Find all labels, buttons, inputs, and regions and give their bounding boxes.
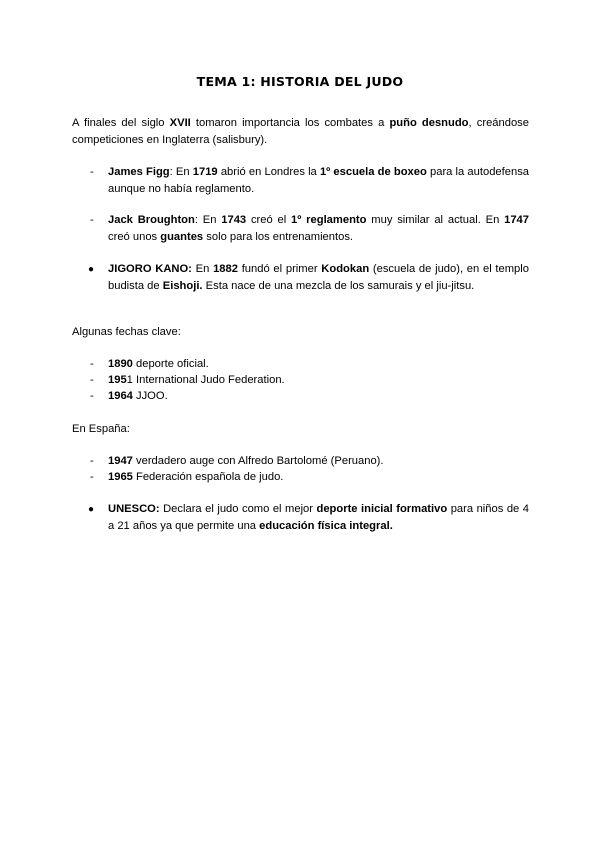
list-item bbox=[108, 388, 529, 405]
kano-text-1: En bbox=[191, 263, 214, 275]
list-item-text: JJOO. bbox=[132, 390, 168, 402]
list-item-year: 1890 bbox=[108, 358, 133, 370]
kano-eishoji: Eishoji. bbox=[162, 279, 203, 292]
dash-marker: - bbox=[90, 471, 94, 483]
figg-paragraph bbox=[108, 164, 529, 197]
intro-text-1: A finales del siglo bbox=[72, 117, 170, 129]
espana-heading: En España: bbox=[72, 423, 130, 435]
kano-text-3: (escuela de judo), en el templo budista de bbox=[108, 263, 529, 292]
kano-year: 1882 bbox=[213, 263, 238, 275]
figg-school: 1º escuela de boxeo bbox=[319, 166, 427, 178]
dash-marker: - bbox=[90, 214, 94, 226]
broughton-gloves: guantes bbox=[160, 230, 204, 243]
intro-text-2: tomaron importancia los combates a bbox=[190, 117, 390, 129]
list-item bbox=[108, 356, 529, 373]
list-item bbox=[108, 469, 529, 486]
fechas-heading: Algunas fechas clave: bbox=[72, 326, 181, 338]
dash-marker: - bbox=[90, 358, 94, 370]
unesco-paragraph bbox=[108, 501, 529, 534]
page-title: TEMA 1: HISTORIA DEL JUDO bbox=[196, 74, 404, 89]
list-item-year: 1964 bbox=[108, 390, 133, 402]
list-item-text: deporte oficial. bbox=[132, 358, 209, 370]
list-item bbox=[108, 453, 529, 470]
unesco-text-2: para niños de 4 a 21 años ya que permite una bbox=[108, 503, 529, 532]
bullet-marker: ● bbox=[88, 264, 95, 275]
kano-text-4: Esta nace de una mezcla de los samurais y el jiu-jitsu. bbox=[202, 279, 475, 292]
broughton-year-1: 1743 bbox=[221, 214, 247, 226]
dash-marker: - bbox=[90, 374, 94, 386]
broughton-paragraph bbox=[108, 212, 529, 245]
kano-name: JIGORO KANO: bbox=[108, 263, 192, 275]
figg-text-2: abrió en Londres la bbox=[217, 166, 320, 178]
kano-text-2: fundó el primer bbox=[237, 263, 322, 275]
figg-text-1: : En bbox=[169, 166, 193, 178]
broughton-rules: 1º reglamento bbox=[291, 214, 367, 226]
dash-marker: - bbox=[90, 166, 94, 178]
figg-text-3: para la autodefensa aunque no había reglamento. bbox=[108, 166, 530, 195]
intro-text-3: , creándose competiciones en Inglaterra (salisbury). bbox=[72, 117, 529, 146]
dash-marker: - bbox=[90, 390, 94, 402]
unesco-bold-deporte: deporte inicial formativo bbox=[316, 503, 448, 515]
bullet-marker: ● bbox=[88, 504, 95, 515]
figg-name: James Figg bbox=[108, 166, 170, 178]
intro-bold-punio: puño desnudo bbox=[389, 117, 469, 129]
list-item-text: 1 International Judo Federation. bbox=[126, 374, 285, 386]
list-item-year: 195 bbox=[108, 374, 127, 386]
unesco-text-1: Declara el judo como el mejor bbox=[159, 503, 317, 515]
broughton-text-3: muy similar al actual. En bbox=[366, 214, 505, 226]
unesco-name: UNESCO: bbox=[108, 503, 160, 515]
broughton-text-5: solo para los entrenamientos. bbox=[203, 230, 354, 243]
kano-kodokan: Kodokan bbox=[321, 263, 370, 275]
broughton-text-2: creó el bbox=[246, 214, 292, 226]
intro-paragraph bbox=[72, 115, 529, 148]
kano-paragraph bbox=[108, 261, 529, 294]
dash-marker: - bbox=[90, 455, 94, 467]
list-item bbox=[108, 372, 529, 389]
list-item-text: verdadero auge con Alfredo Bartolomé (Peruano). bbox=[132, 455, 384, 467]
unesco-bold-educacion: educación física integral. bbox=[259, 519, 393, 532]
figg-year: 1719 bbox=[192, 166, 218, 178]
list-item-text: Federación española de judo. bbox=[132, 471, 284, 483]
intro-bold-century: XVII bbox=[169, 117, 191, 129]
broughton-text-1: : En bbox=[194, 214, 222, 226]
broughton-year-2: 1747 bbox=[504, 214, 529, 226]
broughton-name: Jack Broughton bbox=[108, 214, 195, 226]
broughton-text-4: creó unos bbox=[108, 230, 161, 243]
list-item-year: 1965 bbox=[108, 471, 133, 483]
list-item-year: 1947 bbox=[108, 455, 133, 467]
